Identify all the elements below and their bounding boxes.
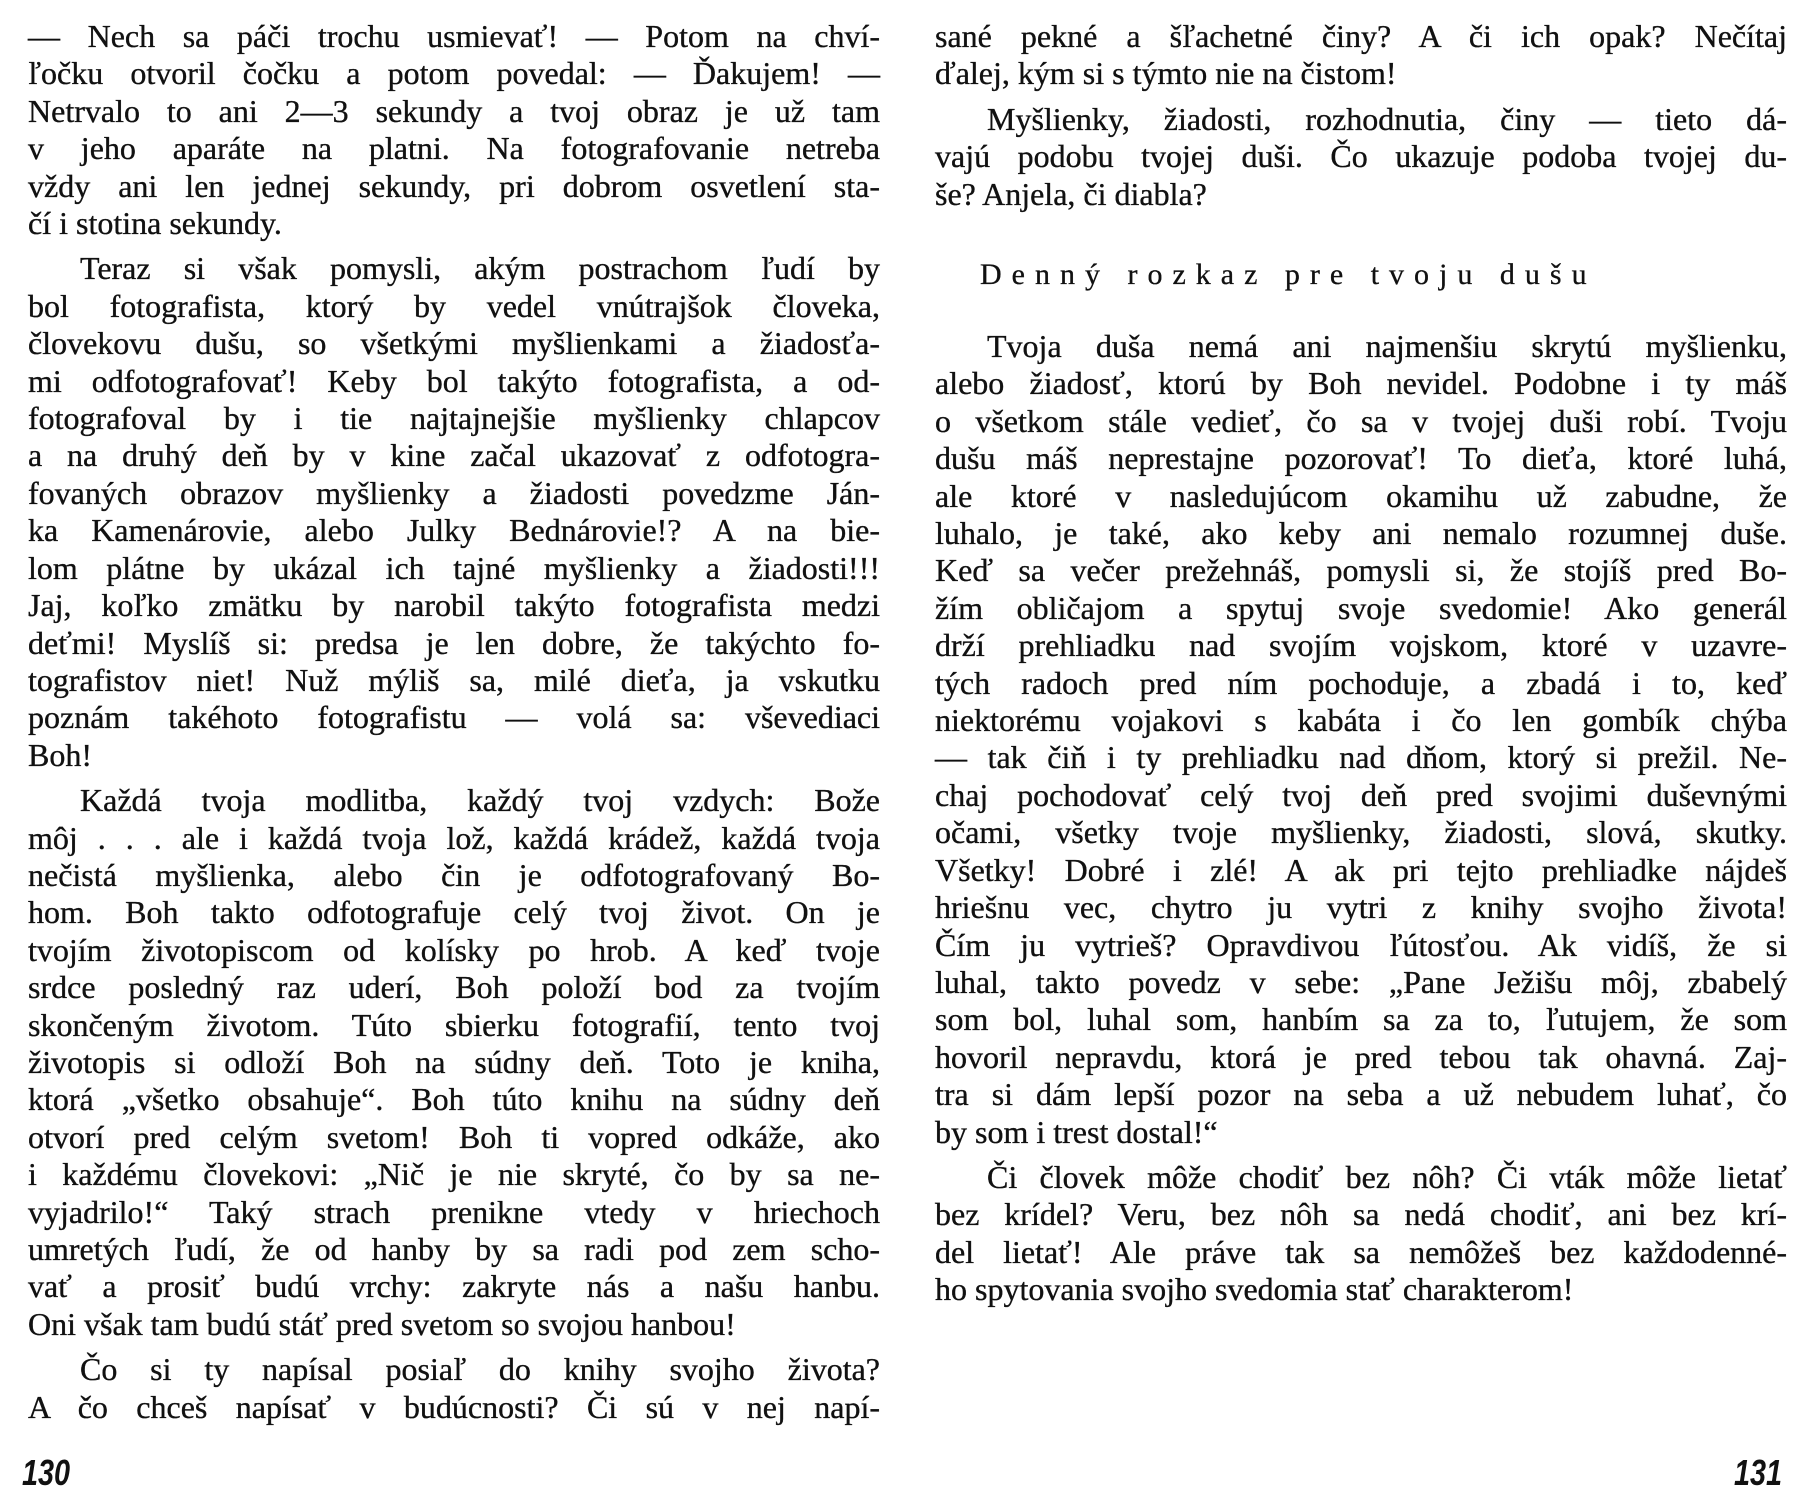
text-line: A čo chceš napísať v budúcnosti? Či sú v nej napí- (28, 1388, 880, 1425)
text-line: žím obličajom a spytuj svoje svedomie! Ako generál (935, 589, 1787, 626)
text-line: Každá tvoja modlitba, každý tvoj vzdych: Bože (80, 782, 880, 819)
paragraph (28, 782, 880, 1343)
text-line: ľočku otvoril čočku a potom povedal: — Ďakujem! — (28, 55, 880, 92)
text-line: Oni však tam budú stáť pred svetom so svojou hanbou! (28, 1305, 736, 1342)
text-line: hovoril nepravdu, ktorá je pred tebou tak ohavná. Zaj- (935, 1038, 1787, 1075)
text-line: alebo žiadosť, ktorú by Boh nevidel. Podobne i ty máš (935, 365, 1787, 402)
text-line: dušu máš neprestajne pozorovať! To dieťa, ktoré luhá, (935, 440, 1787, 477)
text-line: bez krídel? Veru, bez nôh sa nedá chodiť, ani bez krí- (935, 1196, 1787, 1233)
text-line: otvorí pred celým svetom! Boh ti vopred odkáže, ako (28, 1118, 880, 1155)
text-line: mi odfotografovať! Keby bol takýto fotografista, a od- (28, 362, 880, 399)
text-line: očami, všetky tvoje myšlienky, žiadosti, slová, skutky. (935, 814, 1787, 851)
text-line: sané pekné a šľachetné činy? A či ich opak? Nečítaj (935, 18, 1787, 54)
text-line: lom plátne by ukázal ich tajné myšlienky a žiadosti!!! (28, 549, 880, 586)
left-page-text (28, 18, 880, 1434)
text-line: poznám takéhoto fotografistu — volá sa: vševediaci (28, 699, 880, 736)
text-line: ho spytovania svojho svedomia stať charakterom! (935, 1271, 1574, 1308)
text-line: o všetkom stále vedieť, čo sa v tvojej duši robí. Tvoju (935, 402, 1787, 439)
text-line: del lietať! Ale práve tak sa nemôžeš bez každodenné- (935, 1233, 1787, 1270)
right-page-top-text (935, 18, 1787, 221)
text-line: — tak čiň i ty prehliadku nad dňom, ktorý si prežil. Ne- (935, 739, 1787, 776)
text-line: som bol, luhal som, hanbím sa za to, ľutujem, že som (935, 1001, 1787, 1038)
text-line: by som i trest dostal!“ (935, 1113, 1218, 1150)
section-heading: Denný rozkaz pre tvoju dušu (980, 258, 1597, 291)
text-line: fotografoval by i tie najtajnejšie myšlienky chlapcov (28, 400, 880, 437)
text-line: Či človek môže chodiť bez nôh? Či vták môže lietať (987, 1158, 1787, 1195)
text-line: Tvoja duša nemá ani najmenšiu skrytú myšlienku, (987, 328, 1787, 364)
text-line: Netrvalo to ani 2—3 sekundy a tvoj obraz je už tam (28, 92, 880, 129)
text-line: niektorému vojakovi s kabáta i čo len gombík chýba (935, 702, 1787, 739)
paragraph (935, 18, 1787, 93)
text-line: Čím ju vytrieš? Opravdivou ľútosťou. Ak vidíš, že si (935, 926, 1787, 963)
text-line: Jaj, koľko zmätku by narobil takýto fotografista medzi (28, 587, 880, 624)
paragraph (935, 1159, 1787, 1309)
text-line: tografistov niet! Nuž mýliš sa, milé dieťa, ja vskutku (28, 661, 880, 698)
text-line: ka Kamenárovie, alebo Julky Bednárovie!? A na bie- (28, 512, 880, 549)
text-line: deťmi! Myslíš si: predsa je len dobre, že takýchto fo- (28, 624, 880, 661)
text-line: vždy ani len jednej sekundy, pri dobrom osvetlení sta- (28, 167, 880, 204)
text-line: tých radoch pred ním pochoduje, a zbadá i to, keď (935, 664, 1787, 701)
text-line: vajú podobu tvojej duši. Čo ukazuje podoba tvojej du- (935, 138, 1787, 175)
text-line: človekovu dušu, so všetkými myšlienkami a žiadosťa- (28, 325, 880, 362)
text-line: čí i stotina sekundy. (28, 205, 282, 242)
text-line: — Nech sa páči trochu usmievať! — Potom na chví- (28, 18, 880, 54)
text-line: ďalej, kým si s týmto nie na čistom! (935, 55, 1397, 92)
right-page-main-text (935, 328, 1787, 1317)
text-line: ktorá „všetko obsahuje“. Boh túto knihu na súdny deň (28, 1081, 880, 1118)
text-line: Čo si ty napísal posiaľ do knihy svojho života? (80, 1351, 880, 1388)
text-line: umretých ľudí, že od hanby by sa radi pod zem scho- (28, 1231, 880, 1267)
paragraph (935, 328, 1787, 1151)
text-line: nečistá myšlienka, alebo čin je odfotografovaný Bo- (28, 856, 880, 893)
text-line: vyjadrilo!“ Taký strach prenikne vtedy v hriechoch (28, 1193, 880, 1230)
text-line: vať a prosiť budú vrchy: zakryte nás a našu hanbu. (28, 1268, 880, 1305)
text-line: bol fotografista, ktorý by vedel vnútrajšok človeka, (28, 287, 880, 324)
text-line: Myšlienky, žiadosti, rozhodnutia, činy — tieto dá- (987, 100, 1787, 137)
text-line: životopis si odloží Boh na súdny deň. Toto je kniha, (28, 1043, 880, 1080)
page-number-left: 130 (22, 1452, 71, 1493)
text-line: hriešnu vec, chytro ju vytri z knihy svojho života! (935, 889, 1787, 926)
text-line: chaj pochodovať celý tvoj deň pred svojimi duševnými (935, 776, 1787, 813)
paragraph (28, 250, 880, 774)
text-line: môj . . . ale i každá tvoja lož, každá krádež, každá tvoja (28, 819, 880, 856)
text-line: Boh! (28, 736, 92, 773)
text-line: v jeho aparáte na platni. Na fotografovanie netreba (28, 130, 880, 167)
text-line: srdce posledný raz uderí, Boh položí bod za tvojím (28, 969, 880, 1006)
text-line: Všetky! Dobré i zlé! A ak pri tejto prehliadke nájdeš (935, 851, 1787, 888)
text-line: Keď sa večer prežehnáš, pomysli si, že stojíš pred Bo- (935, 552, 1787, 589)
text-line: fovaných obrazov myšlienky a žiadosti povedzme Ján- (28, 474, 880, 511)
text-line: luhalo, je také, ako keby ani nemalo rozumnej duše. (935, 515, 1787, 552)
text-line: luhal, takto povedz v sebe: „Pane Ježišu môj, zbabelý (935, 963, 1787, 1000)
text-line: tra si dám lepší pozor na seba a už nebudem luhať, čo (935, 1076, 1787, 1113)
paragraph (28, 18, 880, 242)
text-line: i každému človekovi: „Nič je nie skryté, čo by sa ne- (28, 1156, 880, 1193)
paragraph (28, 1351, 880, 1426)
text-line: hom. Boh takto odfotografuje celý tvoj život. On je (28, 894, 880, 931)
text-line: še? Anjela, či diabla? (935, 175, 1207, 212)
text-line: tvojím životopiscom od kolísky po hrob. A keď tvoje (28, 931, 880, 968)
text-line: a na druhý deň by v kine začal ukazovať z odfotogra- (28, 437, 880, 474)
text-line: drží prehliadku nad svojím vojskom, ktoré v uzavre- (935, 627, 1787, 664)
text-line: skončeným životom. Túto sbierku fotografií, tento tvoj (28, 1006, 880, 1043)
page-number-right: 131 (1733, 1452, 1782, 1493)
text-line: Teraz si však pomysli, akým postrachom ľudí by (80, 250, 880, 287)
paragraph (935, 101, 1787, 213)
text-line: ale ktoré v nasledujúcom okamihu už zabudne, že (935, 477, 1787, 514)
